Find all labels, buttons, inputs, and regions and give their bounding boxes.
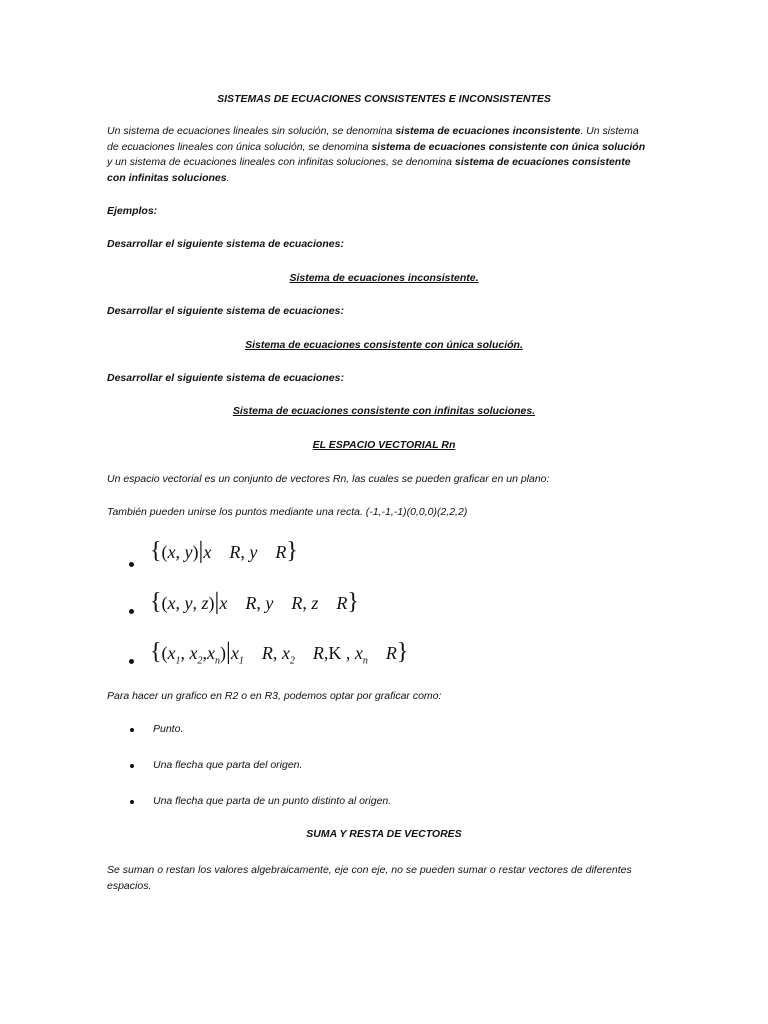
example-2-prompt: Desarrollar el siguiente sistema de ecuaciones: xyxy=(107,305,344,317)
subscript-1: 1 xyxy=(238,655,244,667)
graph-option-item: Una flecha que parta del origen. xyxy=(153,759,303,771)
var-x: x xyxy=(203,542,212,562)
var-x: x xyxy=(189,643,198,663)
var-x: x xyxy=(219,593,228,613)
intro-text-1: Un sistema de ecuaciones lineales sin solución, se denomina xyxy=(107,125,396,137)
example-3-prompt: Desarrollar el siguiente sistema de ecuaciones: xyxy=(107,372,344,384)
var-y: y xyxy=(249,542,258,562)
var-r: R xyxy=(336,593,348,613)
example-1-prompt: Desarrollar el siguiente sistema de ecuaciones: xyxy=(107,238,344,250)
set-formula-rn: {($x_1$, $x_2,x_n)|x_1$ R, $x_2$ R,K , $x_n$ R} xyxy=(150,639,409,667)
intro-text-2: . Un sistema de ecuaciones lineales con única solución, se denomina xyxy=(107,125,639,153)
bullet-dot xyxy=(130,764,134,768)
example-3-result: Sistema de ecuaciones consistente con infinitas soluciones. xyxy=(232,405,536,417)
var-r: R xyxy=(229,542,241,562)
example-1-result: Sistema de ecuaciones inconsistente. xyxy=(289,272,479,284)
examples-label: Ejemplos: xyxy=(107,205,158,217)
var-x: x xyxy=(354,643,363,663)
var-y: y xyxy=(265,593,274,613)
var-x: x xyxy=(281,643,290,663)
intro-bold-1: sistema de ecuaciones inconsistente xyxy=(395,125,581,137)
subscript-2: 2 xyxy=(197,655,203,667)
intro-bold-2: sistema de ecuaciones consistente con única solución xyxy=(371,140,646,153)
var-r: R xyxy=(275,542,287,562)
var-r: R xyxy=(245,593,257,613)
var-y: y xyxy=(184,593,193,613)
var-r: R xyxy=(312,643,324,663)
bullet-dot xyxy=(129,609,134,614)
sum-text: Se suman o restan los valores algebraicamente, eje con eje, no se pueden sumar o restar vectores de diferentes espacios. xyxy=(107,864,632,892)
subscript-n: n xyxy=(362,655,368,667)
section-vector-space-title: EL ESPACIO VECTORIAL Rn xyxy=(312,439,456,451)
intro-text-3: y un sistema de ecuaciones lineales con infinitas soluciones, se denomina xyxy=(107,156,455,168)
subscript-2: 2 xyxy=(289,655,295,667)
var-x: x xyxy=(207,643,216,663)
bullet-dot xyxy=(129,659,134,664)
var-z: z xyxy=(201,593,209,613)
var-z: z xyxy=(311,593,319,613)
page-title: SISTEMAS DE ECUACIONES CONSISTENTES E INCONSISTENTES xyxy=(217,93,551,105)
var-r: R xyxy=(291,593,303,613)
bullet-dot xyxy=(129,562,134,567)
graph-option-item: Punto. xyxy=(153,723,184,735)
ellipsis-k: K xyxy=(328,643,342,663)
intro-bold-3: sistema de ecuaciones consistente con infinitas soluciones xyxy=(107,156,631,184)
graph-text: Para hacer un grafico en R2 o en R3, podemos optar por graficar como: xyxy=(107,690,442,702)
var-x: x xyxy=(167,542,176,562)
bullet-dot xyxy=(130,728,134,732)
subscript-n: n xyxy=(215,655,221,667)
graph-option-item: Una flecha que parta de un punto distinto al origen. xyxy=(153,795,392,807)
vector-space-text: Un espacio vectorial es un conjunto de vectores Rn, las cuales se pueden graficar en un plano: xyxy=(107,473,550,485)
set-formula-r2: {(x, y)|x R, y R} xyxy=(150,538,298,564)
example-2-result: Sistema de ecuaciones consistente con única solución. xyxy=(245,339,523,351)
subscript-1: 1 xyxy=(175,655,181,667)
var-x: x xyxy=(167,593,176,613)
set-formula-r3: {(x, y, z)|x R, y R, z R} xyxy=(150,589,359,615)
intro-paragraph xyxy=(107,124,647,186)
section-sum-title: SUMA Y RESTA DE VECTORES xyxy=(306,828,462,840)
var-r: R xyxy=(261,643,273,663)
intro-text-4: . xyxy=(226,171,230,184)
var-r: R xyxy=(385,643,397,663)
bullet-dot xyxy=(130,800,134,804)
points-text: También pueden unirse los puntos mediante una recta. (-1,-1,-1)(0,0,0)(2,2,2) xyxy=(107,506,468,518)
var-x: x xyxy=(230,643,239,663)
var-y: y xyxy=(184,542,193,562)
var-x: x xyxy=(167,643,176,663)
